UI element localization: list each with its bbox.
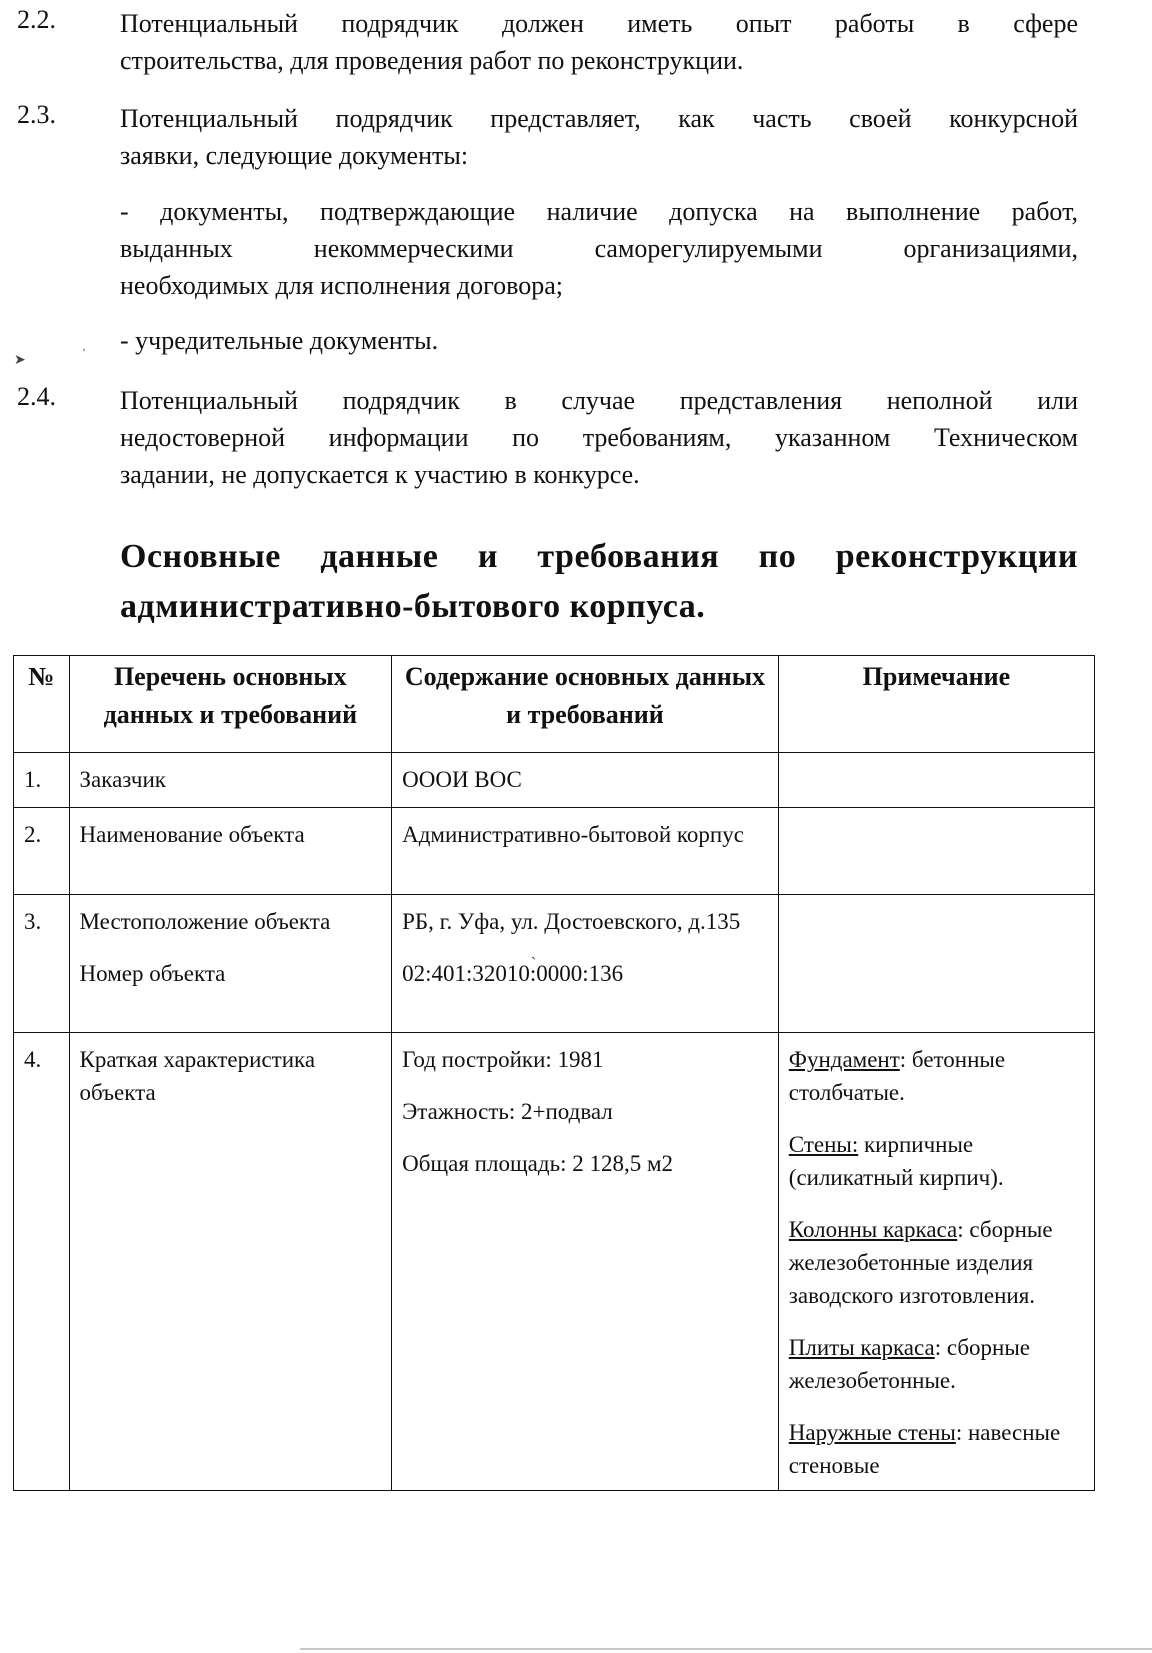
- text-line: - учредительные документы.: [120, 326, 439, 355]
- table-row: [14, 895, 1095, 1033]
- content-text: 02:401:32010:0000:136: [402, 961, 624, 986]
- note-item: [789, 1128, 1084, 1194]
- row-list: Заказчик: [69, 753, 392, 808]
- note-label: Фундамент: [788, 1047, 900, 1072]
- row-number: 3.: [14, 895, 70, 1033]
- scan-edge-line: [300, 1648, 1152, 1650]
- row-note: [778, 895, 1094, 1033]
- note-text: : сборные железобетонные.: [788, 1335, 1031, 1393]
- row-list: Краткая характеристика объекта: [69, 1033, 392, 1491]
- header-note: Примечание: [778, 656, 1094, 753]
- row-list: Наименование объекта: [69, 808, 392, 895]
- paragraph-2-2: [120, 5, 1078, 79]
- note-item: [789, 1416, 1084, 1482]
- bullet-founding-documents: [120, 322, 1078, 359]
- row-content: [392, 895, 779, 1033]
- content-text: Год постройки: 1981: [402, 1047, 604, 1072]
- note-item: [789, 1213, 1084, 1312]
- item-number: 2.3.: [17, 100, 56, 129]
- paragraph-2-3: [120, 100, 1078, 174]
- note-text: кирпичные (силикатный кирпич).: [788, 1132, 1004, 1190]
- scan-mark: ʻ: [82, 345, 86, 359]
- text-line: задании, не допускается к участию в конкурсе.: [120, 460, 640, 489]
- text-line: выданных некоммерческими саморегулируемыми организациями,: [120, 234, 1078, 263]
- note-label: Стены:: [788, 1132, 859, 1157]
- content-text: РБ, г. Уфа, ул. Достоевского, д.135: [402, 909, 741, 934]
- row-number: 2.: [14, 808, 70, 895]
- row-note: [778, 1033, 1094, 1491]
- table-row: [14, 753, 1095, 808]
- scan-mark: ˏ: [531, 943, 537, 960]
- header-number: №: [14, 656, 70, 753]
- table-header-row: [14, 656, 1095, 753]
- row-content: Административно-бытовой корпус: [392, 808, 779, 895]
- row-note: [778, 808, 1094, 895]
- note-label: Колонны каркаса: [788, 1217, 958, 1242]
- note-item: [789, 1331, 1084, 1397]
- requirements-table: [13, 655, 1095, 1491]
- note-label: Наружные стены: [788, 1420, 956, 1445]
- text-line: необходимых для исполнения договора;: [120, 271, 564, 300]
- row-number: 1.: [14, 753, 70, 808]
- section-heading: [120, 532, 1078, 632]
- content-text: Общая площадь: 2 128,5 м2: [402, 1151, 674, 1176]
- heading-line: Основные данные и требования по реконструкции: [120, 538, 1078, 575]
- text-line: Потенциальный подрядчик должен иметь опыт работы в сфере: [120, 9, 1078, 38]
- header-list: Перечень основных данных и требований: [69, 656, 392, 753]
- row-content: [392, 1033, 779, 1491]
- list-text: Местоположение объекта: [79, 909, 331, 934]
- table-row: [14, 808, 1095, 895]
- bullet-documents-permit: [120, 193, 1078, 304]
- text-line: недостоверной информации по требованиям, указанном Техническом: [120, 423, 1078, 452]
- scan-mark: ➤: [14, 353, 26, 368]
- text-line: - документы, подтверждающие наличие допуска на выполнение работ,: [120, 197, 1078, 226]
- row-content: ОООИ ВОС: [392, 753, 779, 808]
- content-text: Этажность: 2+подвал: [402, 1099, 613, 1124]
- row-note: [778, 753, 1094, 808]
- item-number: 2.2.: [17, 5, 56, 34]
- text-line: строительства, для проведения работ по реконструкции.: [120, 46, 744, 75]
- text-line: заявки, следующие документы:: [120, 141, 469, 170]
- note-label: Плиты каркаса: [788, 1335, 935, 1360]
- note-text: : бетонные столбчатые.: [788, 1047, 1006, 1105]
- row-list: [69, 895, 392, 1033]
- header-content: Содержание основных данных и требований: [392, 656, 779, 753]
- table-row: [14, 1033, 1095, 1491]
- row-number: 4.: [14, 1033, 70, 1491]
- note-text: : навесные стеновые: [788, 1420, 1061, 1478]
- heading-line: административно-бытового корпуса.: [120, 588, 706, 625]
- list-text: Номер объекта: [79, 961, 226, 986]
- note-item: [789, 1043, 1084, 1109]
- text-line: Потенциальный подрядчик в случае представления неполной или: [120, 386, 1078, 415]
- item-number: 2.4.: [17, 382, 56, 411]
- note-text: : сборные железобетонные изделия заводского изготовления.: [788, 1217, 1053, 1308]
- text-line: Потенциальный подрядчик представляет, как часть своей конкурсной: [120, 104, 1078, 133]
- paragraph-2-4: [120, 382, 1078, 493]
